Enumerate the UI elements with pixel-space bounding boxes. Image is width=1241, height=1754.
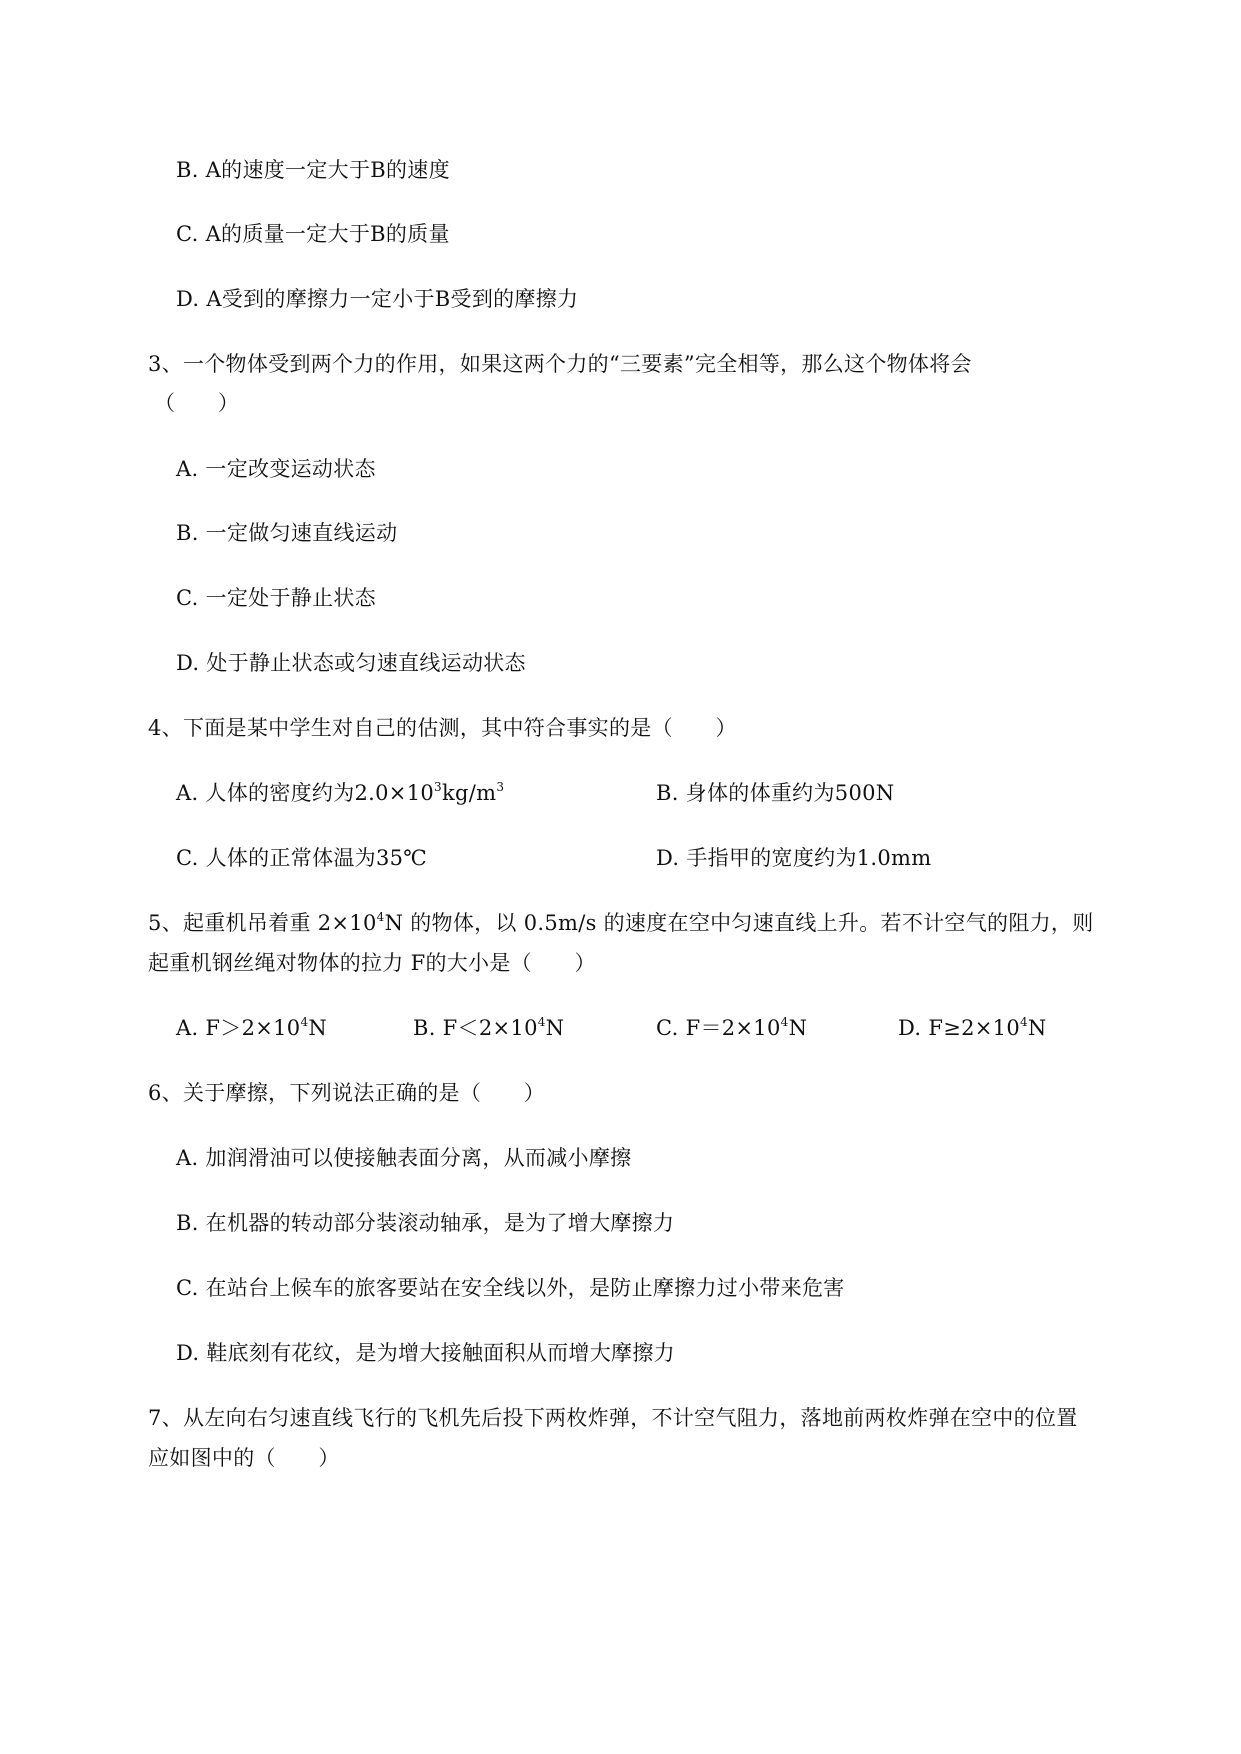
q6-stem: 6、关于摩擦，下列说法正确的是（ ） (148, 1081, 546, 1105)
q4-option-c: C. 人体的正常体温为35℃ (176, 846, 428, 870)
q4-option-b: B. 身体的体重约为500N (656, 781, 895, 805)
q5-option-b-text: B. F＜2×10 (413, 1016, 538, 1040)
q5-option-c-text: C. F＝2×10 (656, 1016, 781, 1040)
q5-option-d-exponent: 4 (1019, 1015, 1028, 1029)
q5-option-a-text: A. F＞2×10 (176, 1016, 301, 1040)
q4-option-a-unit-exponent: 3 (496, 780, 505, 794)
q3-option-b: B. 一定做匀速直线运动 (176, 521, 398, 545)
q7-stem: 7、从左向右匀速直线飞行的飞机先后投下两枚炸弹，不计空气阻力，落地前两枚炸弹在空中的位置 (148, 1406, 1078, 1430)
q5-option-d (898, 1013, 1047, 1043)
q5-option-b (413, 1013, 564, 1043)
q4-option-a (176, 778, 504, 808)
q5-option-a-unit: N (308, 1016, 328, 1040)
q4-option-a-unit: kg/m (441, 781, 497, 805)
q4-stem: 4、下面是某中学生对自己的估测，其中符合事实的是（ ） (148, 716, 737, 740)
q5-option-a-exponent: 4 (300, 1015, 309, 1029)
q3-option-d: D. 处于静止状态或匀速直线运动状态 (176, 651, 526, 675)
q4-option-a-exponent: 3 (434, 780, 442, 794)
q5-option-d-unit: N (1027, 1016, 1047, 1040)
q3-stem: 3、一个物体受到两个力的作用，如果这两个力的“三要素”完全相等，那么这个物体将会 (148, 352, 972, 376)
q2-option-c: C. A的质量一定大于B的质量 (176, 222, 450, 246)
q4-option-a-text: A. 人体的密度约为2.0×10 (176, 781, 435, 805)
q6-option-d: D. 鞋底刻有花纹，是为增大接触面积从而增大摩擦力 (176, 1341, 675, 1365)
q2-option-d: D. A受到的摩擦力一定小于B受到的摩擦力 (176, 287, 579, 311)
q5-option-b-exponent: 4 (537, 1015, 546, 1029)
q5-stem-exponent: 4 (376, 910, 385, 924)
q6-option-a: A. 加润滑油可以使接触表面分离，从而减小摩擦 (176, 1146, 632, 1170)
q5-stem-line2: 起重机钢丝绳对物体的拉力 F的大小是（ ） (148, 951, 596, 975)
q5-stem-text-b: N 的物体，以 0.5m/s 的速度在空中匀速直线上升。若不计空气的阻力，则 (384, 911, 1094, 935)
q6-option-b: B. 在机器的转动部分装滚动轴承，是为了增大摩擦力 (176, 1211, 675, 1235)
q7-stem-line2: 应如图中的（ ） (148, 1446, 340, 1470)
q5-stem-text-a: 5、起重机吊着重 2×10 (148, 911, 377, 935)
q3-stem-paren: （ ） (154, 391, 240, 415)
q5-option-b-unit: N (545, 1016, 565, 1040)
q5-option-c (656, 1013, 807, 1043)
q3-option-c: C. 一定处于静止状态 (176, 586, 376, 610)
q5-option-c-unit: N (788, 1016, 808, 1040)
q5-option-d-text: D. F≥2×10 (898, 1016, 1020, 1040)
q5-option-a (176, 1013, 327, 1043)
q4-option-d: D. 手指甲的宽度约为1.0mm (656, 846, 932, 870)
q6-option-c: C. 在站台上候车的旅客要站在安全线以外，是防止摩擦力过小带来危害 (176, 1276, 845, 1300)
q5-stem (148, 908, 1094, 938)
q3-option-a: A. 一定改变运动状态 (176, 457, 376, 481)
q5-option-c-exponent: 4 (780, 1015, 789, 1029)
q2-option-b: B. A的速度一定大于B的速度 (176, 158, 450, 182)
